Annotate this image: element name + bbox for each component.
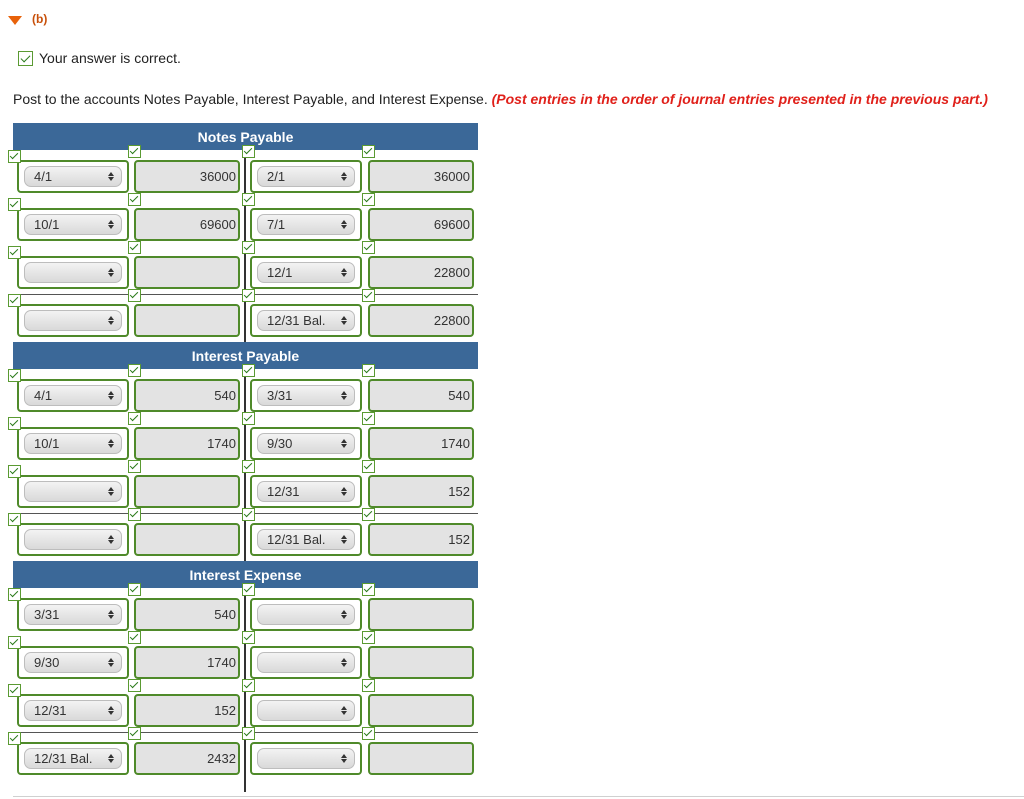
arrow-up-icon [108, 610, 114, 614]
check-icon [128, 241, 141, 254]
credit-date-select[interactable] [250, 304, 362, 337]
arrow-up-icon [341, 316, 347, 320]
debit-amount-input[interactable] [134, 646, 240, 679]
credit-date-select[interactable] [250, 427, 362, 460]
updown-arrows-icon [107, 439, 114, 448]
debit-amount-input-value: 152 [214, 703, 236, 718]
debit-date-select[interactable] [17, 160, 129, 193]
credit-amount-input[interactable] [368, 646, 474, 679]
arrow-down-icon [341, 177, 347, 181]
arrow-up-icon [341, 220, 347, 224]
credit-date-select-value: 12/31 [267, 484, 300, 499]
credit-date-select-value: 7/1 [267, 217, 286, 232]
answer-status [18, 50, 181, 66]
check-icon [8, 369, 21, 382]
debit-date-select-control[interactable] [24, 166, 122, 187]
arrow-down-icon [108, 663, 114, 667]
debit-amount-input[interactable] [134, 694, 240, 727]
credit-amount-input-value: 540 [448, 388, 470, 403]
arrow-up-icon [341, 754, 347, 758]
arrow-up-icon [108, 316, 114, 320]
credit-date-select-control[interactable] [257, 481, 355, 502]
check-icon [128, 631, 141, 644]
check-icon [242, 412, 255, 425]
instructions-hint: (Post entries in the order of journal entries presented in the previous part.) [491, 91, 988, 107]
arrow-up-icon [108, 172, 114, 176]
updown-arrows-icon [107, 610, 114, 619]
check-icon [362, 460, 375, 473]
credit-amount-input[interactable] [368, 208, 474, 241]
debit-date-select-value: 3/31 [34, 607, 60, 622]
debit-date-select-value: 10/1 [34, 436, 60, 451]
credit-date-select-value: 9/30 [267, 436, 293, 451]
check-icon [362, 364, 375, 377]
debit-date-select-control[interactable] [24, 604, 122, 625]
debit-amount-input[interactable] [134, 475, 240, 508]
updown-arrows-icon [107, 268, 114, 277]
check-icon [362, 193, 375, 206]
debit-date-select-value: 4/1 [34, 388, 53, 403]
credit-amount-input[interactable] [368, 256, 474, 289]
arrow-up-icon [341, 535, 347, 539]
updown-arrows-icon [107, 391, 114, 400]
debit-date-select-control[interactable] [24, 310, 122, 331]
debit-date-select[interactable] [17, 523, 129, 556]
credit-date-select[interactable] [250, 160, 362, 193]
arrow-down-icon [108, 540, 114, 544]
arrow-down-icon [108, 615, 114, 619]
debit-date-select-control[interactable] [24, 433, 122, 454]
arrow-down-icon [341, 321, 347, 325]
credit-amount-input[interactable] [368, 160, 474, 193]
debit-date-select-value: 12/31 [34, 703, 67, 718]
debit-date-select-control[interactable] [24, 529, 122, 550]
answer-status-text: Your answer is correct. [39, 50, 181, 66]
check-icon [8, 732, 21, 745]
updown-arrows-icon [340, 439, 347, 448]
arrow-down-icon [108, 321, 114, 325]
credit-date-select-control[interactable] [257, 529, 355, 550]
arrow-down-icon [341, 711, 347, 715]
arrow-down-icon [108, 396, 114, 400]
divider [13, 796, 1024, 797]
credit-date-select[interactable] [250, 475, 362, 508]
check-icon [128, 727, 141, 740]
check-icon [8, 294, 21, 307]
arrow-up-icon [341, 658, 347, 662]
check-icon [128, 412, 141, 425]
debit-date-select[interactable] [17, 742, 129, 775]
check-icon [128, 145, 141, 158]
debit-amount-input-value: 540 [214, 388, 236, 403]
check-icon [242, 631, 255, 644]
updown-arrows-icon [107, 658, 114, 667]
arrow-up-icon [108, 268, 114, 272]
check-icon [242, 289, 255, 302]
debit-amount-input[interactable] [134, 427, 240, 460]
check-icon [242, 727, 255, 740]
check-icon [242, 508, 255, 521]
credit-amount-input-value: 22800 [433, 265, 470, 280]
arrow-up-icon [108, 754, 114, 758]
check-icon [128, 583, 141, 596]
debit-amount-input[interactable] [134, 379, 240, 412]
check-icon [128, 289, 141, 302]
credit-amount-input[interactable] [368, 304, 474, 337]
arrow-down-icon [341, 444, 347, 448]
arrow-down-icon [108, 492, 114, 496]
check-icon [8, 684, 21, 697]
check-icon [362, 241, 375, 254]
arrow-down-icon [341, 492, 347, 496]
check-icon [8, 513, 21, 526]
debit-amount-input-value: 2432 [207, 751, 236, 766]
updown-arrows-icon [340, 535, 347, 544]
check-icon [242, 145, 255, 158]
credit-date-select[interactable] [250, 523, 362, 556]
debit-date-select[interactable] [17, 256, 129, 289]
arrow-down-icon [108, 711, 114, 715]
check-icon [8, 150, 21, 163]
debit-amount-input-value: 1740 [207, 436, 236, 451]
check-icon [8, 465, 21, 478]
credit-date-select-control[interactable] [257, 700, 355, 721]
debit-amount-input-value: 1740 [207, 655, 236, 670]
check-icon [242, 193, 255, 206]
credit-amount-input[interactable] [368, 523, 474, 556]
updown-arrows-icon [107, 487, 114, 496]
check-icon [8, 588, 21, 601]
account-title-notes-payable: Notes Payable [13, 123, 478, 150]
updown-arrows-icon [107, 706, 114, 715]
credit-amount-input-value: 69600 [433, 217, 470, 232]
credit-amount-input[interactable] [368, 379, 474, 412]
credit-date-select-value: 12/31 Bal. [267, 532, 326, 547]
arrow-up-icon [108, 535, 114, 539]
updown-arrows-icon [340, 268, 347, 277]
credit-date-select[interactable] [250, 598, 362, 631]
arrow-down-icon [341, 540, 347, 544]
debit-date-select[interactable] [17, 304, 129, 337]
credit-amount-input[interactable] [368, 694, 474, 727]
arrow-down-icon [341, 759, 347, 763]
arrow-up-icon [341, 487, 347, 491]
credit-date-select[interactable] [250, 742, 362, 775]
debit-amount-input[interactable] [134, 256, 240, 289]
arrow-up-icon [108, 220, 114, 224]
arrow-up-icon [341, 268, 347, 272]
check-icon [128, 508, 141, 521]
arrow-down-icon [108, 759, 114, 763]
debit-amount-input[interactable] [134, 598, 240, 631]
arrow-up-icon [108, 391, 114, 395]
arrow-up-icon [108, 439, 114, 443]
updown-arrows-icon [340, 172, 347, 181]
credit-amount-input[interactable] [368, 598, 474, 631]
check-icon [242, 364, 255, 377]
arrow-down-icon [108, 225, 114, 229]
check-icon [8, 246, 21, 259]
debit-amount-input[interactable] [134, 742, 240, 775]
credit-date-select[interactable] [250, 694, 362, 727]
debit-amount-input-value: 36000 [199, 169, 236, 184]
credit-date-select-control[interactable] [257, 433, 355, 454]
check-icon [128, 679, 141, 692]
arrow-up-icon [341, 439, 347, 443]
debit-date-select-value: 4/1 [34, 169, 53, 184]
debit-date-select[interactable] [17, 208, 129, 241]
check-icon [242, 679, 255, 692]
check-icon [8, 198, 21, 211]
check-icon [362, 508, 375, 521]
credit-amount-input-value: 22800 [433, 313, 470, 328]
credit-date-select-control[interactable] [257, 604, 355, 625]
credit-date-select-control[interactable] [257, 748, 355, 769]
updown-arrows-icon [340, 754, 347, 763]
credit-date-select[interactable] [250, 646, 362, 679]
debit-amount-input-value: 540 [214, 607, 236, 622]
credit-amount-input-value: 152 [448, 532, 470, 547]
credit-amount-input[interactable] [368, 427, 474, 460]
credit-date-select[interactable] [250, 256, 362, 289]
credit-amount-input-value: 36000 [433, 169, 470, 184]
arrow-up-icon [341, 391, 347, 395]
updown-arrows-icon [340, 487, 347, 496]
debit-date-select[interactable] [17, 427, 129, 460]
check-icon [362, 289, 375, 302]
debit-amount-input[interactable] [134, 523, 240, 556]
caret-down-icon[interactable] [8, 16, 22, 25]
account-title-interest-payable: Interest Payable [13, 342, 478, 369]
credit-amount-input-value: 1740 [441, 436, 470, 451]
credit-date-select-value: 3/31 [267, 388, 293, 403]
part-header[interactable] [8, 10, 47, 28]
debit-date-select-value: 12/31 Bal. [34, 751, 93, 766]
arrow-up-icon [341, 706, 347, 710]
part-label: (b) [32, 12, 48, 26]
updown-arrows-icon [107, 172, 114, 181]
updown-arrows-icon [340, 706, 347, 715]
debit-date-select-value: 10/1 [34, 217, 60, 232]
updown-arrows-icon [340, 610, 347, 619]
check-icon [128, 460, 141, 473]
arrow-down-icon [341, 225, 347, 229]
instructions [13, 91, 988, 107]
debit-date-select[interactable] [17, 598, 129, 631]
check-icon [242, 583, 255, 596]
instructions-text: Post to the accounts Notes Payable, Interest Payable, and Interest Expense. [13, 91, 488, 107]
arrow-down-icon [341, 663, 347, 667]
arrow-up-icon [108, 487, 114, 491]
debit-amount-input-value: 69600 [199, 217, 236, 232]
check-icon [8, 417, 21, 430]
debit-date-select-control[interactable] [24, 748, 122, 769]
debit-date-select-control[interactable] [24, 214, 122, 235]
credit-date-select-control[interactable] [257, 214, 355, 235]
debit-date-select[interactable] [17, 646, 129, 679]
check-icon [362, 631, 375, 644]
check-icon [242, 241, 255, 254]
credit-date-select-control[interactable] [257, 166, 355, 187]
debit-date-select-control[interactable] [24, 652, 122, 673]
arrow-down-icon [341, 396, 347, 400]
debit-date-select-control[interactable] [24, 385, 122, 406]
updown-arrows-icon [107, 754, 114, 763]
arrow-up-icon [108, 658, 114, 662]
updown-arrows-icon [107, 535, 114, 544]
debit-date-select-control[interactable] [24, 262, 122, 283]
credit-date-select-value: 2/1 [267, 169, 286, 184]
debit-amount-input[interactable] [134, 208, 240, 241]
check-icon [242, 460, 255, 473]
credit-date-select-control[interactable] [257, 385, 355, 406]
updown-arrows-icon [107, 316, 114, 325]
arrow-up-icon [341, 172, 347, 176]
check-icon [362, 679, 375, 692]
credit-date-select-control[interactable] [257, 652, 355, 673]
debit-amount-input[interactable] [134, 304, 240, 337]
credit-amount-input[interactable] [368, 475, 474, 508]
check-icon [362, 583, 375, 596]
arrow-down-icon [108, 444, 114, 448]
debit-date-select-control[interactable] [24, 700, 122, 721]
arrow-up-icon [108, 706, 114, 710]
credit-date-select[interactable] [250, 208, 362, 241]
check-icon [362, 727, 375, 740]
debit-date-select[interactable] [17, 694, 129, 727]
arrow-down-icon [341, 615, 347, 619]
updown-arrows-icon [107, 220, 114, 229]
updown-arrows-icon [340, 391, 347, 400]
arrow-down-icon [108, 273, 114, 277]
arrow-down-icon [341, 273, 347, 277]
account-title-interest-expense: Interest Expense [13, 561, 478, 588]
updown-arrows-icon [340, 658, 347, 667]
check-icon [128, 193, 141, 206]
credit-date-select[interactable] [250, 379, 362, 412]
credit-amount-input[interactable] [368, 742, 474, 775]
debit-date-select[interactable] [17, 475, 129, 508]
arrow-down-icon [108, 177, 114, 181]
credit-date-select-control[interactable] [257, 310, 355, 331]
check-icon [18, 51, 33, 66]
credit-date-select-value: 12/1 [267, 265, 293, 280]
debit-date-select[interactable] [17, 379, 129, 412]
updown-arrows-icon [340, 316, 347, 325]
debit-date-select-value: 9/30 [34, 655, 60, 670]
credit-date-select-control[interactable] [257, 262, 355, 283]
check-icon [362, 412, 375, 425]
check-icon [8, 636, 21, 649]
check-icon [128, 364, 141, 377]
debit-date-select-control[interactable] [24, 481, 122, 502]
credit-amount-input-value: 152 [448, 484, 470, 499]
credit-date-select-value: 12/31 Bal. [267, 313, 326, 328]
arrow-up-icon [341, 610, 347, 614]
debit-amount-input[interactable] [134, 160, 240, 193]
check-icon [362, 145, 375, 158]
updown-arrows-icon [340, 220, 347, 229]
